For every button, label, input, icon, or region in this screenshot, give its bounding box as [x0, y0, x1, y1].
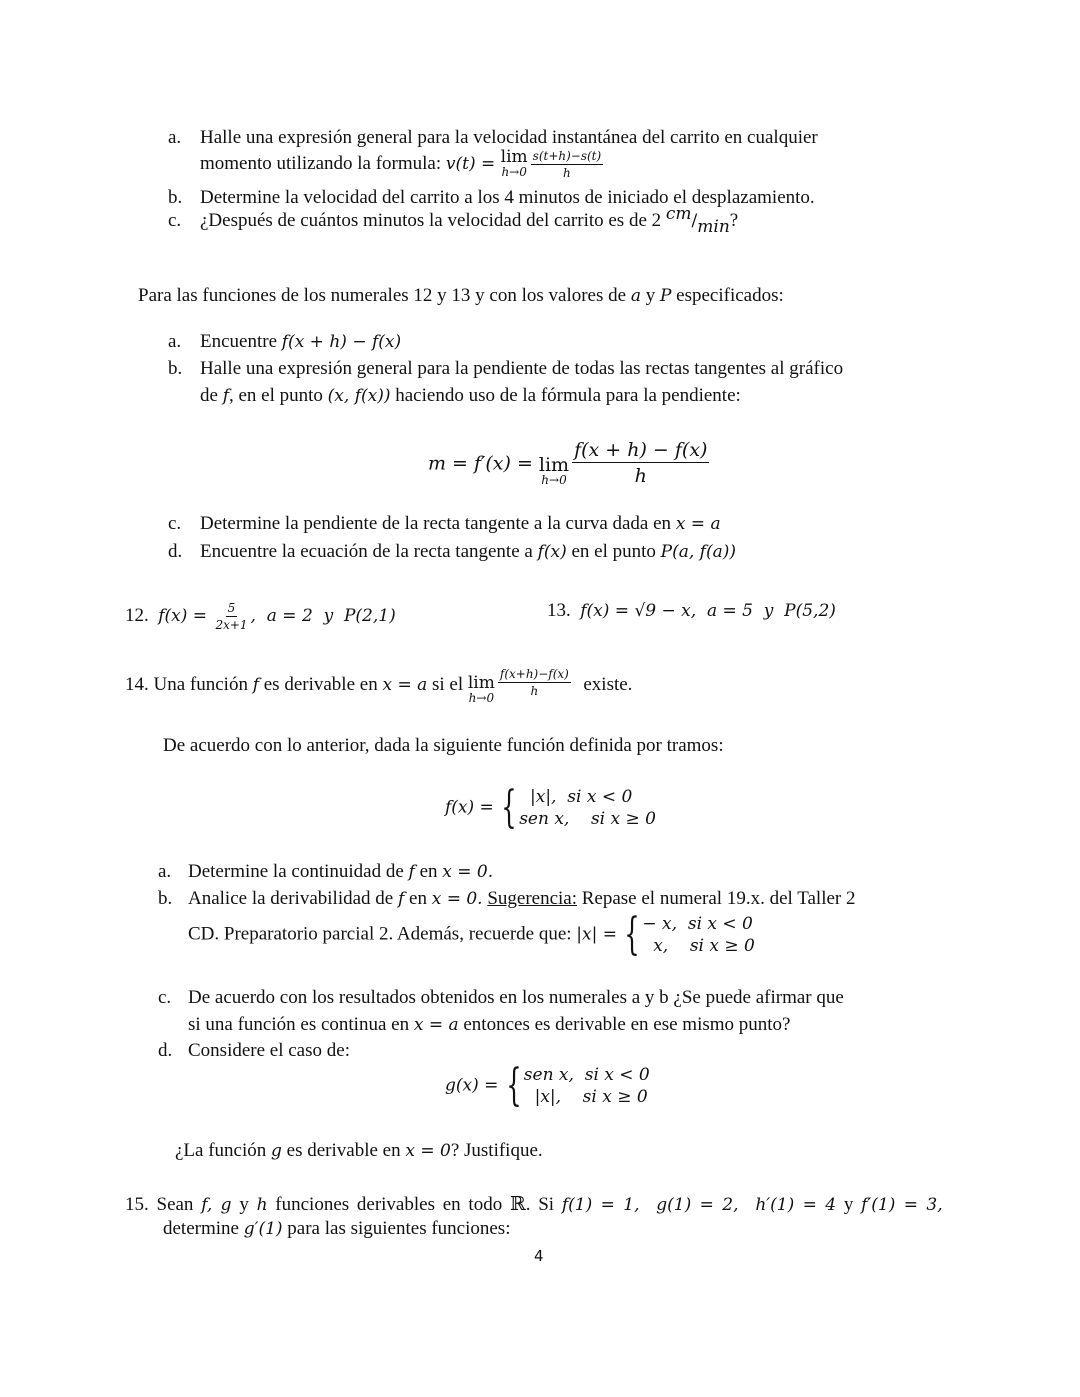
f-lhs: f(x) = — [445, 797, 500, 818]
ex14-c-text2 — [188, 1014, 791, 1036]
exercise-number: 12. — [125, 604, 149, 626]
ex14-b-text2 — [188, 908, 755, 960]
intro-b-text1: Halle una expresión general para la pendiente de todas las rectas tangentes al gráfico — [200, 358, 844, 379]
condition-fprime: f′(1) = 3, — [861, 1195, 943, 1215]
brace: { — [624, 908, 641, 960]
t: para las siguientes funciones: — [287, 1218, 511, 1239]
item-11a-text2: momento utilizando la formula: — [200, 152, 442, 174]
exercise-13 — [547, 600, 836, 622]
t: y — [843, 1194, 854, 1215]
fraction-denominator: 2x+1 — [215, 618, 248, 632]
intro-end: especificados: — [676, 285, 784, 306]
velocity-formula-lhs: v(t) = — [445, 153, 501, 174]
lim-text: lim — [500, 147, 528, 167]
piecewise-g — [445, 1059, 650, 1111]
var-P: P — [659, 286, 672, 306]
ex14-c-label: c. — [158, 987, 172, 1008]
t: si una función es continua en — [188, 1014, 410, 1035]
t: es derivable en — [263, 674, 378, 695]
conj-y: y — [645, 285, 656, 306]
case-1: − x, si x < 0 — [642, 913, 753, 934]
question-mark: ? — [729, 210, 739, 231]
exercise-number: 13. — [547, 600, 571, 621]
fns: f, g — [201, 1195, 232, 1215]
fraction — [215, 600, 247, 633]
case-2: sen x, si x ≥ 0 — [519, 808, 656, 829]
piecewise-f — [445, 781, 656, 833]
exercise-14-statement — [125, 667, 633, 705]
ex14-d-label: d. — [158, 1040, 173, 1061]
t: Determine la continuidad de — [188, 861, 404, 882]
exercise-15-line2 — [163, 1218, 510, 1240]
fraction-numerator: s(t+h)−s(t) — [532, 149, 602, 163]
t: , en el punto — [228, 385, 323, 406]
t: ? Justifique. — [450, 1140, 543, 1161]
item-11b-label: b. — [168, 187, 183, 208]
ex14-a-label: a. — [158, 861, 172, 882]
item-11a-label: a. — [168, 127, 182, 148]
lim-sub: h→0 — [468, 691, 495, 705]
fraction-numerator: f(x+h)−f(x) — [499, 667, 569, 681]
item-11a-text: Halle una expresión general para la velocidad instantánea del carrito en cualquier — [200, 127, 818, 148]
fraction-numerator: 5 — [227, 601, 236, 615]
item-11c-question: ¿Después de cuántos minutos la velocidad del carrito es de 2 — [200, 210, 662, 231]
limit — [468, 674, 495, 704]
intro-c-label: c. — [168, 513, 182, 534]
var-f: f — [222, 386, 229, 406]
intro-b-label: b. — [168, 358, 183, 379]
lim-sub: h→0 — [541, 472, 567, 487]
t: funciones derivables en todo ℝ. Si — [275, 1194, 555, 1215]
fraction-denominator: h — [563, 166, 571, 180]
ex13-math: f(x) = √9 − x, a = 5 y P(5,2) — [580, 601, 836, 621]
t: CD. Preparatorio parcial 2. Además, recuerde que: — [188, 923, 572, 945]
ex14-b-label: b. — [158, 888, 173, 909]
var-f: f — [408, 862, 415, 882]
abs-lhs: |x| = — [576, 924, 623, 945]
fx-lhs: f(x) = — [158, 605, 213, 626]
t: Sean — [156, 1194, 194, 1215]
t: si el — [431, 674, 464, 695]
x-eq-a: x = a — [675, 514, 721, 534]
x-eq-a: x = a — [382, 675, 428, 695]
cases — [524, 1064, 650, 1108]
g-lhs: g(x) = — [445, 1075, 504, 1096]
brace: { — [501, 781, 517, 833]
exercise-number: 14. — [125, 674, 149, 695]
exercise-number: 15. — [125, 1194, 149, 1215]
fraction-denominator: h — [634, 465, 647, 487]
cases — [519, 786, 656, 830]
x-eq-0: x = 0. — [442, 862, 494, 882]
t: entonces es derivable en ese mismo punto? — [463, 1014, 791, 1035]
t: Analice la derivabilidad de — [188, 888, 394, 909]
t: es derivable en — [286, 1140, 401, 1161]
case-1: sen x, si x < 0 — [523, 1064, 650, 1085]
t: en — [419, 861, 438, 882]
lim-sub: h→0 — [501, 165, 527, 179]
intro-line — [138, 285, 784, 307]
t: Determine la pendiente de la recta tangente a la curva dada en — [200, 513, 672, 534]
fraction-numerator: f(x + h) − f(x) — [574, 439, 708, 461]
intro-a-words: Encuentre — [200, 331, 278, 352]
var-f: f — [397, 889, 405, 909]
intro-b-text2 — [200, 385, 741, 407]
var-h: h — [256, 1195, 268, 1215]
limit — [538, 453, 570, 487]
t: Repase el numeral 19.x. del Taller 2 — [581, 888, 856, 909]
t: de — [200, 385, 218, 406]
var-g: g — [271, 1141, 282, 1161]
ex14-question — [175, 1140, 543, 1162]
item-11a-formula-line — [200, 148, 606, 181]
slope-formula — [428, 438, 712, 489]
x-eq-0: x = 0. — [431, 889, 483, 909]
unit-min: min — [697, 217, 730, 237]
case-1: |x|, si x < 0 — [519, 786, 633, 807]
cases — [642, 913, 754, 957]
case-2: |x|, si x ≥ 0 — [523, 1086, 648, 1107]
t: Una función — [153, 674, 248, 695]
x-eq-a: x = a — [413, 1015, 459, 1035]
intro-a-math: f(x + h) − f(x) — [281, 332, 402, 352]
brace: { — [506, 1059, 522, 1111]
lim-text: lim — [538, 453, 570, 476]
case-2: x, si x ≥ 0 — [642, 935, 755, 956]
item-11c-text: ¿Después de cuántos minutos la velocidad del carrito es de 2 cm/min? — [200, 204, 739, 237]
var-a: a — [630, 286, 641, 306]
ex14-b-text — [188, 888, 855, 910]
intro-a-label: a. — [168, 331, 182, 352]
t: determine — [163, 1218, 239, 1239]
ex14-c-text1: De acuerdo con los resultados obtenidos en los numerales a y b ¿Se puede afirmar que — [188, 987, 844, 1008]
hint-label: Sugerencia: — [487, 888, 577, 909]
t: en — [409, 888, 427, 909]
t: existe. — [583, 674, 633, 695]
fraction-denominator: h — [530, 684, 539, 698]
x-eq-0: x = 0 — [405, 1141, 451, 1161]
fraction — [498, 666, 571, 699]
limit — [501, 148, 528, 178]
fx: f(x) — [537, 542, 567, 562]
item-11c-label: c. — [168, 210, 182, 231]
velocity-fraction — [531, 148, 604, 181]
item-11b-text: Determine la velocidad del carrito a los 4 minutos de iniciado el desplazamiento. — [200, 187, 815, 208]
slope-fraction — [572, 438, 709, 489]
slope-lhs: m = f′(x) = — [428, 452, 539, 475]
page-number: 4 — [534, 1247, 544, 1265]
intro-text: Para las funciones de los numerales 12 y 13 y con los valores de — [138, 285, 627, 306]
ex14-d-text: Considere el caso de: — [188, 1040, 350, 1061]
var-f: f — [252, 675, 259, 695]
t: Encuentre la ecuación de la recta tangente a — [200, 541, 533, 562]
t: ¿La función — [175, 1140, 267, 1161]
intro-d-label: d. — [168, 541, 183, 562]
ex14-a-text — [188, 861, 493, 883]
intro-c-text — [200, 513, 721, 535]
exercise-15-line1 — [125, 1194, 943, 1216]
conditions: f(1) = 1, g(1) = 2, h′(1) = 4 — [561, 1195, 837, 1215]
exercise-14-intro: De acuerdo con lo anterior, dada la siguiente función definida por tramos: — [163, 735, 724, 756]
intro-d-text — [200, 541, 736, 563]
t: haciendo uso de la fórmula para la pendiente: — [395, 385, 741, 406]
intro-a-text — [200, 331, 401, 353]
g-prime-1: g′(1) — [243, 1219, 283, 1239]
ex12-values: , a = 2 y P(2,1) — [250, 605, 396, 626]
t: en el punto — [571, 541, 656, 562]
point-P: P(a, f(a)) — [660, 542, 737, 562]
unit-cm: cm — [665, 204, 692, 224]
exercise-12 — [125, 600, 396, 633]
lim-text: lim — [467, 673, 495, 693]
point-xfx: (x, f(x)) — [327, 386, 391, 406]
t: y — [239, 1194, 249, 1215]
